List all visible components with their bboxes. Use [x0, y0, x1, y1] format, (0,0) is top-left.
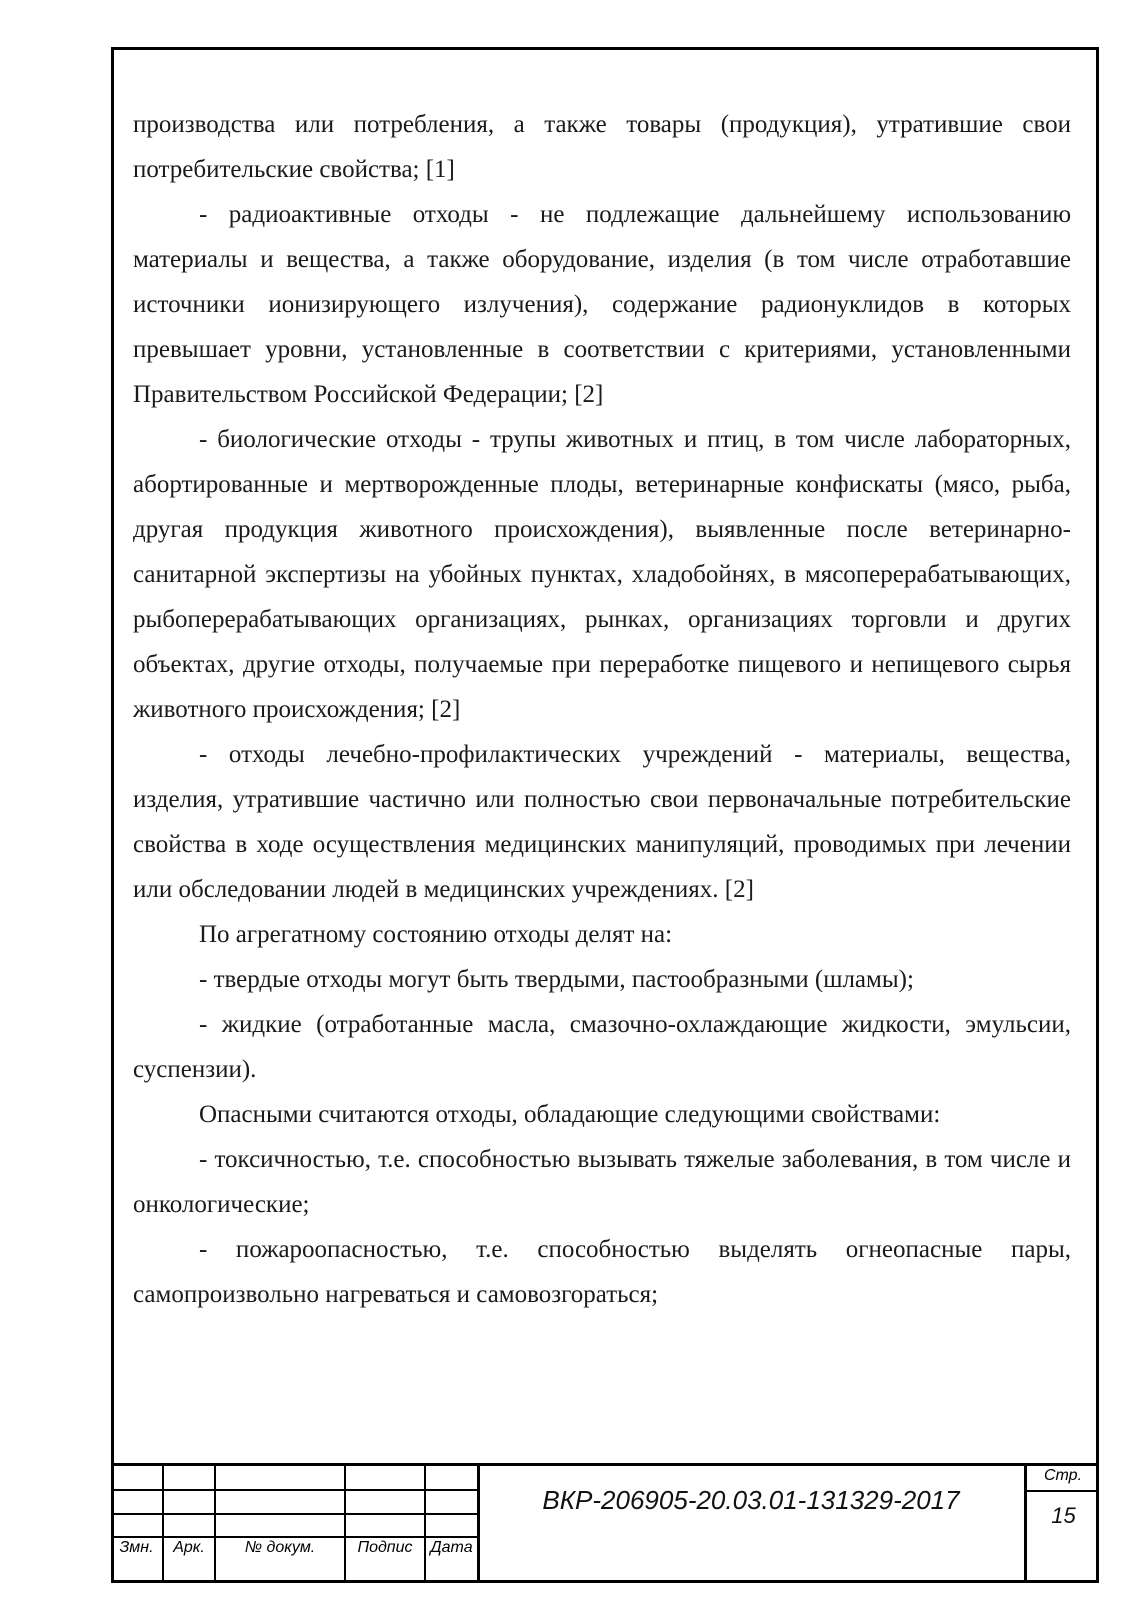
caption-change: Змн.: [119, 1539, 154, 1556]
page-label: Стр.: [1043, 1467, 1083, 1484]
title-block-col-line: [424, 1463, 426, 1583]
caption-doc-number: № докум.: [244, 1539, 316, 1556]
paragraph: - радиоактивные отходы - не подлежащие дальнейшему использованию материалы и вещества, а также оборудование, изделия (в том числе отработавшие источники ионизирующего излучения), содержание радионуклидов в которых превышает уровни, установленные в соответствии с критериями, установленными Правительством Российской Федерации; [2]: [133, 201, 1071, 408]
paragraph: - биологические отходы - трупы животных и птиц, в том числе лабораторных, абортированные и мертворожденные плоды, ветеринарные конфискаты (мясо, рыба, другая продукция животного происхождения), выявленные после ветеринарно-санитарной экспертизы на убойных пунктах, хладобойнях, в мясоперерабатывающих, рыбоперерабатывающих организациях, рынках, организациях торговли и других объектах, другие отходы, получаемые при переработке пищевого и непищевого сырья животного происхождения; [2]: [133, 426, 1071, 723]
caption-signature: Подпис: [357, 1539, 413, 1556]
page-number: 15: [1051, 1503, 1076, 1528]
title-block-top-line: [111, 1463, 1099, 1466]
caption-sheet: Арк.: [173, 1539, 205, 1556]
document-number: ВКР-206905-20.03.01-131329-2017: [542, 1485, 960, 1515]
title-block-col-line: [162, 1463, 164, 1583]
title-block-page-line: [1025, 1490, 1099, 1492]
title-block: [111, 1463, 1099, 1583]
paragraph: - отходы лечебно-профилактических учреждений - материалы, вещества, изделия, утратившие частично или полностью свои первоначальные потребительские свойства в ходе осуществления медицинских манипуляций, проводимых при лечении или обследовании людей в медицинских учреждениях. [2]: [133, 741, 1071, 903]
caption-date: Дата: [430, 1539, 473, 1556]
title-block-col-line: [477, 1463, 480, 1583]
paragraph: - жидкие (отработанные масла, смазочно-охлаждающие жидкости, эмульсии, суспензии).: [133, 1011, 1071, 1083]
paragraph: - твердые отходы могут быть твердыми, пастообразными (шламы);: [199, 966, 914, 993]
paragraph: - токсичностью, т.е. способностью вызывать тяжелые заболевания, в том числе и онкологические;: [133, 1146, 1071, 1218]
document-body: [133, 102, 1071, 1317]
title-block-col-line: [344, 1463, 346, 1583]
paragraph: По агрегатному состоянию отходы делят на:: [199, 921, 673, 948]
paragraph: Опасными считаются отходы, обладающие следующими свойствами:: [199, 1101, 941, 1128]
paragraph: - пожароопасностью, т.е. способностью выделять огнеопасные пары, самопроизвольно нагреваться и самовозгораться;: [133, 1236, 1071, 1308]
paragraph: производства или потребления, а также товары (продукция), утратившие свои потребительские свойства; [1]: [133, 111, 1071, 183]
title-block-col-line: [214, 1463, 216, 1583]
